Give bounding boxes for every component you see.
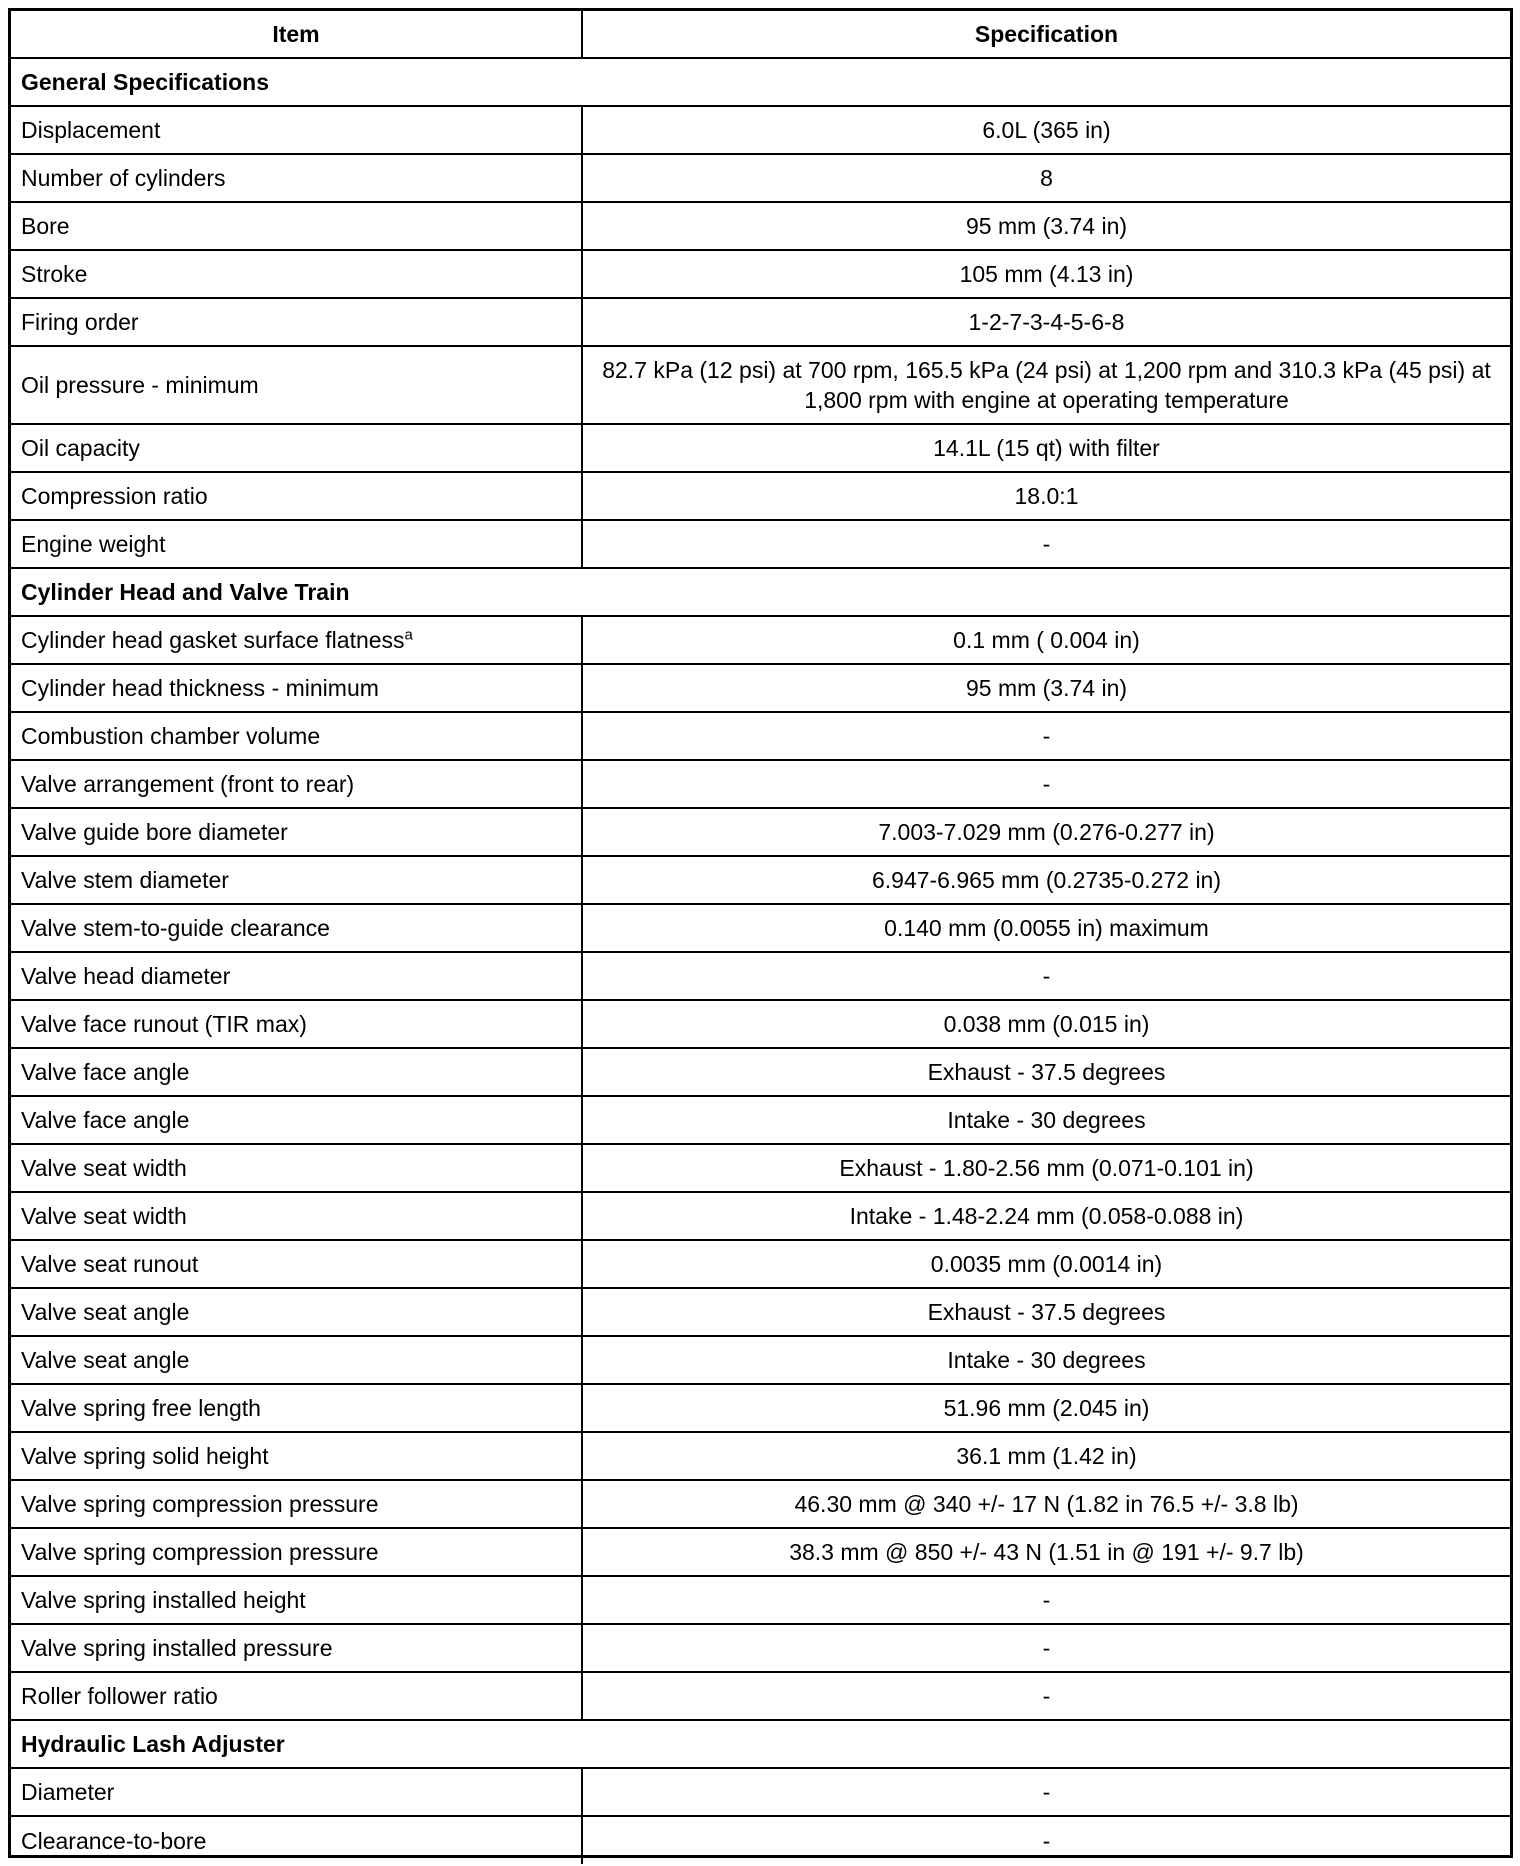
item-cell [11,1144,582,1192]
table-row [11,1480,1510,1528]
item-label: Diameter [21,1779,115,1805]
specification-cell: 95 mm (3.74 in) [582,664,1510,712]
header-item: Item [11,11,582,58]
specification-cell: Exhaust - 1.80-2.56 mm (0.071-0.101 in) [582,1144,1510,1192]
item-cell [11,952,582,1000]
item-label: Oil capacity [21,435,140,461]
table-row [11,1624,1510,1672]
specification-cell: 7.003-7.029 mm (0.276-0.277 in) [582,808,1510,856]
item-cell [11,1192,582,1240]
item-label: Number of cylinders [21,165,226,191]
item-cell [11,1336,582,1384]
item-cell [11,1288,582,1336]
item-label: Valve spring compression pressure [21,1539,379,1565]
item-cell [11,346,582,424]
spec-table-frame [8,8,1513,1858]
specification-cell: - [582,1768,1510,1816]
item-cell [11,1000,582,1048]
item-label: Valve face angle [21,1107,190,1133]
header-specification: Specification [582,11,1510,58]
item-label: Valve spring installed height [21,1587,306,1613]
table-row [11,1768,1510,1816]
table-row [11,1240,1510,1288]
specification-cell: 105 mm (4.13 in) [582,250,1510,298]
item-cell [11,1576,582,1624]
specification-cell: - [582,952,1510,1000]
specification-cell: - [582,712,1510,760]
item-cell [11,856,582,904]
table-row [11,520,1510,568]
specification-cell: 0.1 mm ( 0.004 in) [582,616,1510,664]
section-title: General Specifications [11,58,1510,106]
specification-cell: Intake - 1.48-2.24 mm (0.058-0.088 in) [582,1192,1510,1240]
specification-cell: 6.947-6.965 mm (0.2735-0.272 in) [582,856,1510,904]
item-cell [11,1672,582,1720]
item-label: Displacement [21,117,161,143]
table-row [11,298,1510,346]
item-label: Oil pressure - minimum [21,372,259,398]
item-label: Valve stem diameter [21,867,229,893]
item-label: Valve seat width [21,1203,187,1229]
item-cell [11,1624,582,1672]
table-row [11,346,1510,424]
item-cell [11,904,582,952]
table-row [11,106,1510,154]
item-cell [11,202,582,250]
item-label: Valve arrangement (front to rear) [21,771,355,797]
item-cell [11,520,582,568]
specification-cell: 18.0:1 [582,472,1510,520]
specification-cell: - [582,520,1510,568]
table-row [11,472,1510,520]
item-cell [11,1384,582,1432]
item-cell [11,298,582,346]
specification-cell: Intake - 30 degrees [582,1336,1510,1384]
item-cell [11,1480,582,1528]
specification-cell: - [582,760,1510,808]
specification-cell: 0.140 mm (0.0055 in) maximum [582,904,1510,952]
table-body [11,58,1510,1864]
item-cell [11,1768,582,1816]
footnote-marker: a [404,626,413,644]
item-label: Valve seat angle [21,1347,190,1373]
engine-specifications-table [11,11,1510,1864]
specification-cell: - [582,1624,1510,1672]
item-label: Cylinder head gasket surface flatness [21,627,405,653]
specification-cell: - [582,1672,1510,1720]
item-cell [11,760,582,808]
table-row [11,760,1510,808]
item-cell [11,1096,582,1144]
specification-cell: 46.30 mm @ 340 +/- 17 N (1.82 in 76.5 +/- 3.8 lb) [582,1480,1510,1528]
section-header-row [11,1720,1510,1768]
item-label: Engine weight [21,531,166,557]
table-row [11,664,1510,712]
table-row [11,1000,1510,1048]
specification-cell: - [582,1816,1510,1864]
item-cell [11,1816,582,1864]
specification-cell: 0.0035 mm (0.0014 in) [582,1240,1510,1288]
item-cell [11,664,582,712]
specification-cell: 0.038 mm (0.015 in) [582,1000,1510,1048]
item-label: Combustion chamber volume [21,723,321,749]
specification-cell: 8 [582,154,1510,202]
specification-cell: Exhaust - 37.5 degrees [582,1048,1510,1096]
item-label: Valve face runout (TIR max) [21,1011,307,1037]
item-label: Valve spring installed pressure [21,1635,333,1661]
item-cell [11,808,582,856]
item-cell [11,1048,582,1096]
item-label: Valve seat angle [21,1299,190,1325]
item-label: Valve spring compression pressure [21,1491,379,1517]
table-row [11,1432,1510,1480]
item-cell [11,1240,582,1288]
table-row [11,712,1510,760]
table-row [11,808,1510,856]
item-label: Valve seat width [21,1155,187,1181]
specification-cell: 51.96 mm (2.045 in) [582,1384,1510,1432]
item-cell [11,712,582,760]
specification-cell: 82.7 kPa (12 psi) at 700 rpm, 165.5 kPa (24 psi) at 1,200 rpm and 310.3 kPa (45 psi) at 1,800 rpm with engine at operating temperature [582,346,1510,424]
table-row [11,1336,1510,1384]
item-cell [11,472,582,520]
table-header-row [11,11,1510,58]
table-row [11,1048,1510,1096]
item-label: Bore [21,213,70,239]
table-row [11,904,1510,952]
item-label: Clearance-to-bore [21,1827,207,1854]
item-label: Firing order [21,309,139,335]
table-row [11,424,1510,472]
item-label: Compression ratio [21,483,208,509]
specification-cell: 38.3 mm @ 850 +/- 43 N (1.51 in @ 191 +/- 9.7 lb) [582,1528,1510,1576]
table-row [11,250,1510,298]
item-cell [11,106,582,154]
item-label: Valve spring solid height [21,1443,269,1469]
item-label: Valve face angle [21,1059,190,1085]
table-row [11,1192,1510,1240]
section-title: Hydraulic Lash Adjuster [11,1720,1510,1768]
item-cell [11,1528,582,1576]
specification-cell: - [582,1576,1510,1624]
specification-cell: 1-2-7-3-4-5-6-8 [582,298,1510,346]
table-row [11,1576,1510,1624]
item-cell [11,154,582,202]
table-row [11,1672,1510,1720]
table-row [11,856,1510,904]
table-row [11,1144,1510,1192]
table-row [11,952,1510,1000]
item-label: Stroke [21,261,88,287]
item-cell [11,1432,582,1480]
specification-cell: 6.0L (365 in) [582,106,1510,154]
table-row [11,1384,1510,1432]
item-label: Valve guide bore diameter [21,819,288,845]
table-row [11,202,1510,250]
specification-cell: 14.1L (15 qt) with filter [582,424,1510,472]
table-row [11,1816,1510,1864]
specification-cell: 36.1 mm (1.42 in) [582,1432,1510,1480]
item-label: Cylinder head thickness - minimum [21,675,379,701]
item-label: Valve seat runout [21,1251,199,1277]
section-header-row [11,568,1510,616]
section-header-row [11,58,1510,106]
item-label: Valve stem-to-guide clearance [21,915,330,941]
item-cell [11,250,582,298]
table-row [11,1096,1510,1144]
item-label: Valve spring free length [21,1395,261,1421]
specification-cell: Intake - 30 degrees [582,1096,1510,1144]
table-row [11,1528,1510,1576]
specification-cell: 95 mm (3.74 in) [582,202,1510,250]
table-row [11,616,1510,664]
specification-cell: Exhaust - 37.5 degrees [582,1288,1510,1336]
item-cell [11,424,582,472]
table-row [11,154,1510,202]
item-cell [11,616,582,664]
item-label: Valve head diameter [21,963,231,989]
section-title: Cylinder Head and Valve Train [11,568,1510,616]
item-label: Roller follower ratio [21,1683,218,1709]
table-row [11,1288,1510,1336]
